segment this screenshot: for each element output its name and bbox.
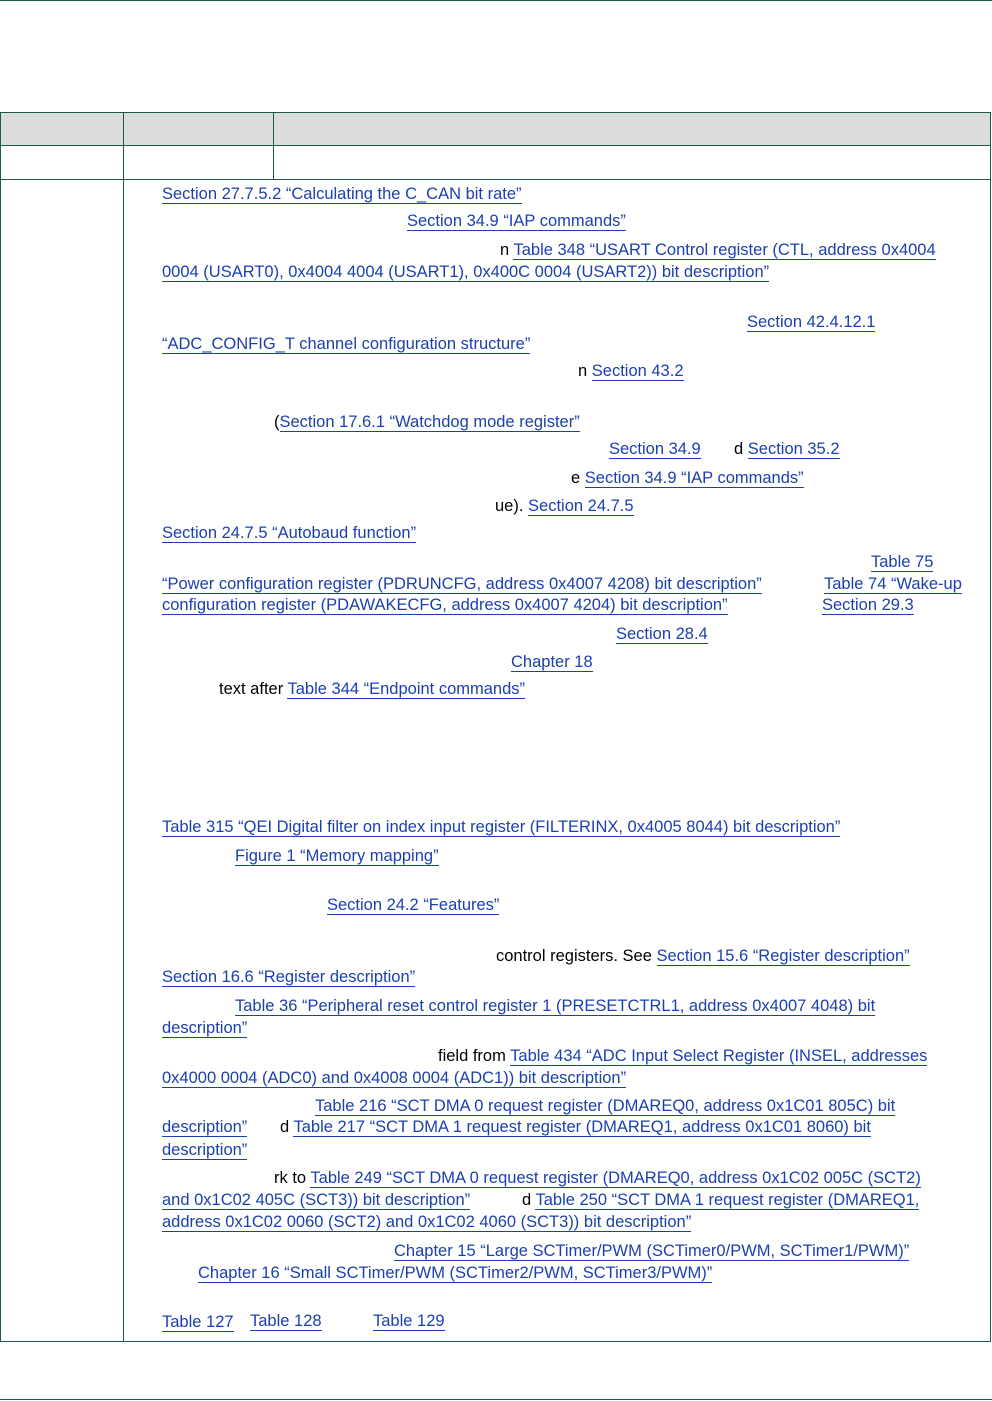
- text-line: [219, 679, 525, 699]
- text-line: [373, 1311, 445, 1331]
- table-header-row: [1, 113, 990, 146]
- cross-reference-link[interactable]: Section 35.2: [747, 440, 840, 458]
- cross-reference-link[interactable]: Section 24.7.5 “Autobaud function”: [162, 524, 417, 542]
- text-line: [394, 1241, 909, 1261]
- text-line: [571, 468, 804, 488]
- text-line: [280, 1117, 871, 1137]
- cross-reference-link[interactable]: Table 36 “Peripheral reset control register 1 (PRESETCTRL1, address 0x4007 4048) bit: [235, 997, 876, 1015]
- cross-reference-link[interactable]: Table 127: [162, 1313, 234, 1331]
- text-line: [162, 1117, 247, 1137]
- cross-reference-link[interactable]: description”: [162, 1141, 248, 1159]
- text-line: [327, 895, 499, 915]
- cross-reference-link[interactable]: description”: [162, 1118, 248, 1136]
- cross-reference-link[interactable]: Section 15.6 “Register description”: [656, 947, 910, 965]
- cross-reference-link[interactable]: address 0x1C02 0060 (SCT2) and 0x1C02 4060 (SCT3)) bit description”: [162, 1213, 692, 1231]
- cross-reference-link[interactable]: Section 17.6.1 “Watchdog mode register”: [279, 413, 580, 431]
- revision-table: [0, 112, 991, 1342]
- cross-reference-link[interactable]: Section 34.9 “IAP commands”: [407, 212, 626, 230]
- cross-reference-link[interactable]: “ADC_CONFIG_T channel configuration structure”: [162, 335, 531, 353]
- column-divider: [273, 113, 274, 180]
- text-line: [609, 439, 701, 459]
- cross-reference-link[interactable]: description”: [162, 1019, 248, 1037]
- text-line: [274, 412, 580, 432]
- cross-reference-link[interactable]: Table 348 “USART Control register (CTL, address 0x4004: [513, 241, 936, 259]
- text-line: [235, 846, 439, 866]
- text-line: [822, 595, 914, 615]
- cross-reference-link[interactable]: Section 42.4.12.1: [747, 313, 876, 331]
- text-line: [511, 652, 593, 672]
- body-text: ue).: [495, 497, 529, 515]
- cross-reference-link[interactable]: Table 344 “Endpoint commands”: [287, 680, 526, 698]
- text-line: [274, 1168, 921, 1188]
- cross-reference-link[interactable]: Section 28.4: [616, 625, 708, 643]
- cross-reference-link[interactable]: Chapter 16 “Small SCTimer/PWM (SCTimer2/PWM, SCTimer3/PWM)”: [198, 1264, 713, 1282]
- cross-reference-link[interactable]: Chapter 15 “Large SCTimer/PWM (SCTimer0/PWM, SCTimer1/PWM)”: [394, 1242, 910, 1260]
- text-line: [162, 1190, 470, 1210]
- cross-reference-link[interactable]: Table 434 “ADC Input Select Register (INSEL, addresses: [510, 1047, 928, 1065]
- cross-reference-link[interactable]: 0004 (USART0), 0x4004 4004 (USART1), 0x400C 0004 (USART2)) bit description”: [162, 263, 770, 281]
- text-line: [162, 1312, 234, 1332]
- cross-reference-link[interactable]: configuration register (PDAWAKECFG, address 0x4007 4204) bit description”: [162, 596, 728, 614]
- cross-reference-link[interactable]: Section 43.2: [591, 362, 684, 380]
- body-text: d: [734, 440, 748, 458]
- cross-reference-link[interactable]: Table 250 “SCT DMA 1 request register (DMAREQ1,: [535, 1191, 920, 1209]
- cross-reference-link[interactable]: Table 75: [871, 553, 934, 571]
- body-text: e: [571, 469, 585, 487]
- column-divider: [123, 113, 124, 180]
- text-line: [578, 361, 684, 381]
- table-subheader-row: [1, 146, 990, 180]
- cross-reference-link[interactable]: Section 34.9 “IAP commands”: [584, 469, 804, 487]
- header-rule: [0, 0, 992, 1]
- text-line: [250, 1311, 322, 1331]
- text-line: [522, 1190, 919, 1210]
- text-line: [824, 574, 962, 594]
- cross-reference-link[interactable]: and 0x1C02 405C (SCT3)) bit description”: [162, 1191, 471, 1209]
- text-line: [496, 946, 910, 966]
- cross-reference-link[interactable]: Table 129: [373, 1312, 445, 1330]
- body-text: (: [274, 413, 280, 431]
- body-text: d: [280, 1118, 294, 1136]
- text-line: [407, 211, 626, 231]
- cross-reference-link[interactable]: Chapter 18: [511, 653, 593, 671]
- cross-reference-link[interactable]: Section 34.9: [609, 440, 701, 458]
- text-line: [162, 817, 840, 837]
- cross-reference-link[interactable]: Figure 1 “Memory mapping”: [235, 847, 439, 865]
- cross-reference-link[interactable]: Table 74 “Wake-up: [824, 575, 962, 593]
- text-line: [162, 1212, 691, 1232]
- body-text: rk to: [274, 1169, 311, 1187]
- cross-reference-link[interactable]: Table 216 “SCT DMA 0 request register (DMAREQ0, address 0x1C01 805C) bit: [315, 1097, 896, 1115]
- text-line: [734, 439, 840, 459]
- text-line: [162, 574, 762, 594]
- text-line: [162, 334, 530, 354]
- text-line: [438, 1046, 927, 1066]
- cross-reference-link[interactable]: Section 24.2 “Features”: [327, 896, 500, 914]
- text-line: [616, 624, 708, 644]
- cross-reference-link[interactable]: 0x4000 0004 (ADC0) and 0x4008 0004 (ADC1)) bit description”: [162, 1069, 627, 1087]
- cross-reference-link[interactable]: “Power configuration register (PDRUNCFG, address 0x4007 4208) bit description”: [162, 575, 762, 593]
- cross-reference-link[interactable]: Section 27.7.5.2 “Calculating the C_CAN bit rate”: [162, 185, 522, 203]
- text-line: [162, 523, 416, 543]
- cross-reference-link[interactable]: Table 128: [250, 1312, 322, 1330]
- text-line: [747, 312, 875, 332]
- cross-reference-link[interactable]: Section 24.7.5: [528, 497, 634, 515]
- cross-reference-link[interactable]: Table 315 “QEI Digital filter on index input register (FILTERINX, 0x4005 8044) bit description”: [162, 818, 841, 836]
- body-text: d: [522, 1191, 536, 1209]
- cross-reference-link[interactable]: Table 217 “SCT DMA 1 request register (DMAREQ1, address 0x1C01 8060) bit: [293, 1118, 871, 1136]
- body-text: n: [500, 241, 514, 259]
- text-line: [162, 1018, 247, 1038]
- text-line: [162, 1068, 626, 1088]
- text-line: [198, 1263, 712, 1283]
- body-text: control registers. See: [496, 947, 657, 965]
- text-line: [235, 996, 875, 1016]
- text-line: [871, 552, 933, 572]
- text-line: [162, 595, 728, 615]
- column-divider: [123, 180, 124, 1341]
- text-line: [495, 496, 634, 516]
- footer-rule: [0, 1399, 992, 1400]
- body-text: n: [578, 362, 592, 380]
- text-line: [162, 184, 522, 204]
- text-line: [315, 1096, 895, 1116]
- body-text: field from: [438, 1047, 511, 1065]
- body-text: text after: [219, 680, 288, 698]
- text-line: [162, 1140, 247, 1160]
- cross-reference-link[interactable]: Section 16.6 “Register description”: [162, 968, 416, 986]
- text-line: [162, 967, 415, 987]
- text-line: [162, 262, 769, 282]
- cross-reference-link[interactable]: Table 249 “SCT DMA 0 request register (DMAREQ0, address 0x1C02 005C (SCT2): [310, 1169, 921, 1187]
- text-line: [500, 240, 936, 260]
- cross-reference-link[interactable]: Section 29.3: [822, 596, 914, 614]
